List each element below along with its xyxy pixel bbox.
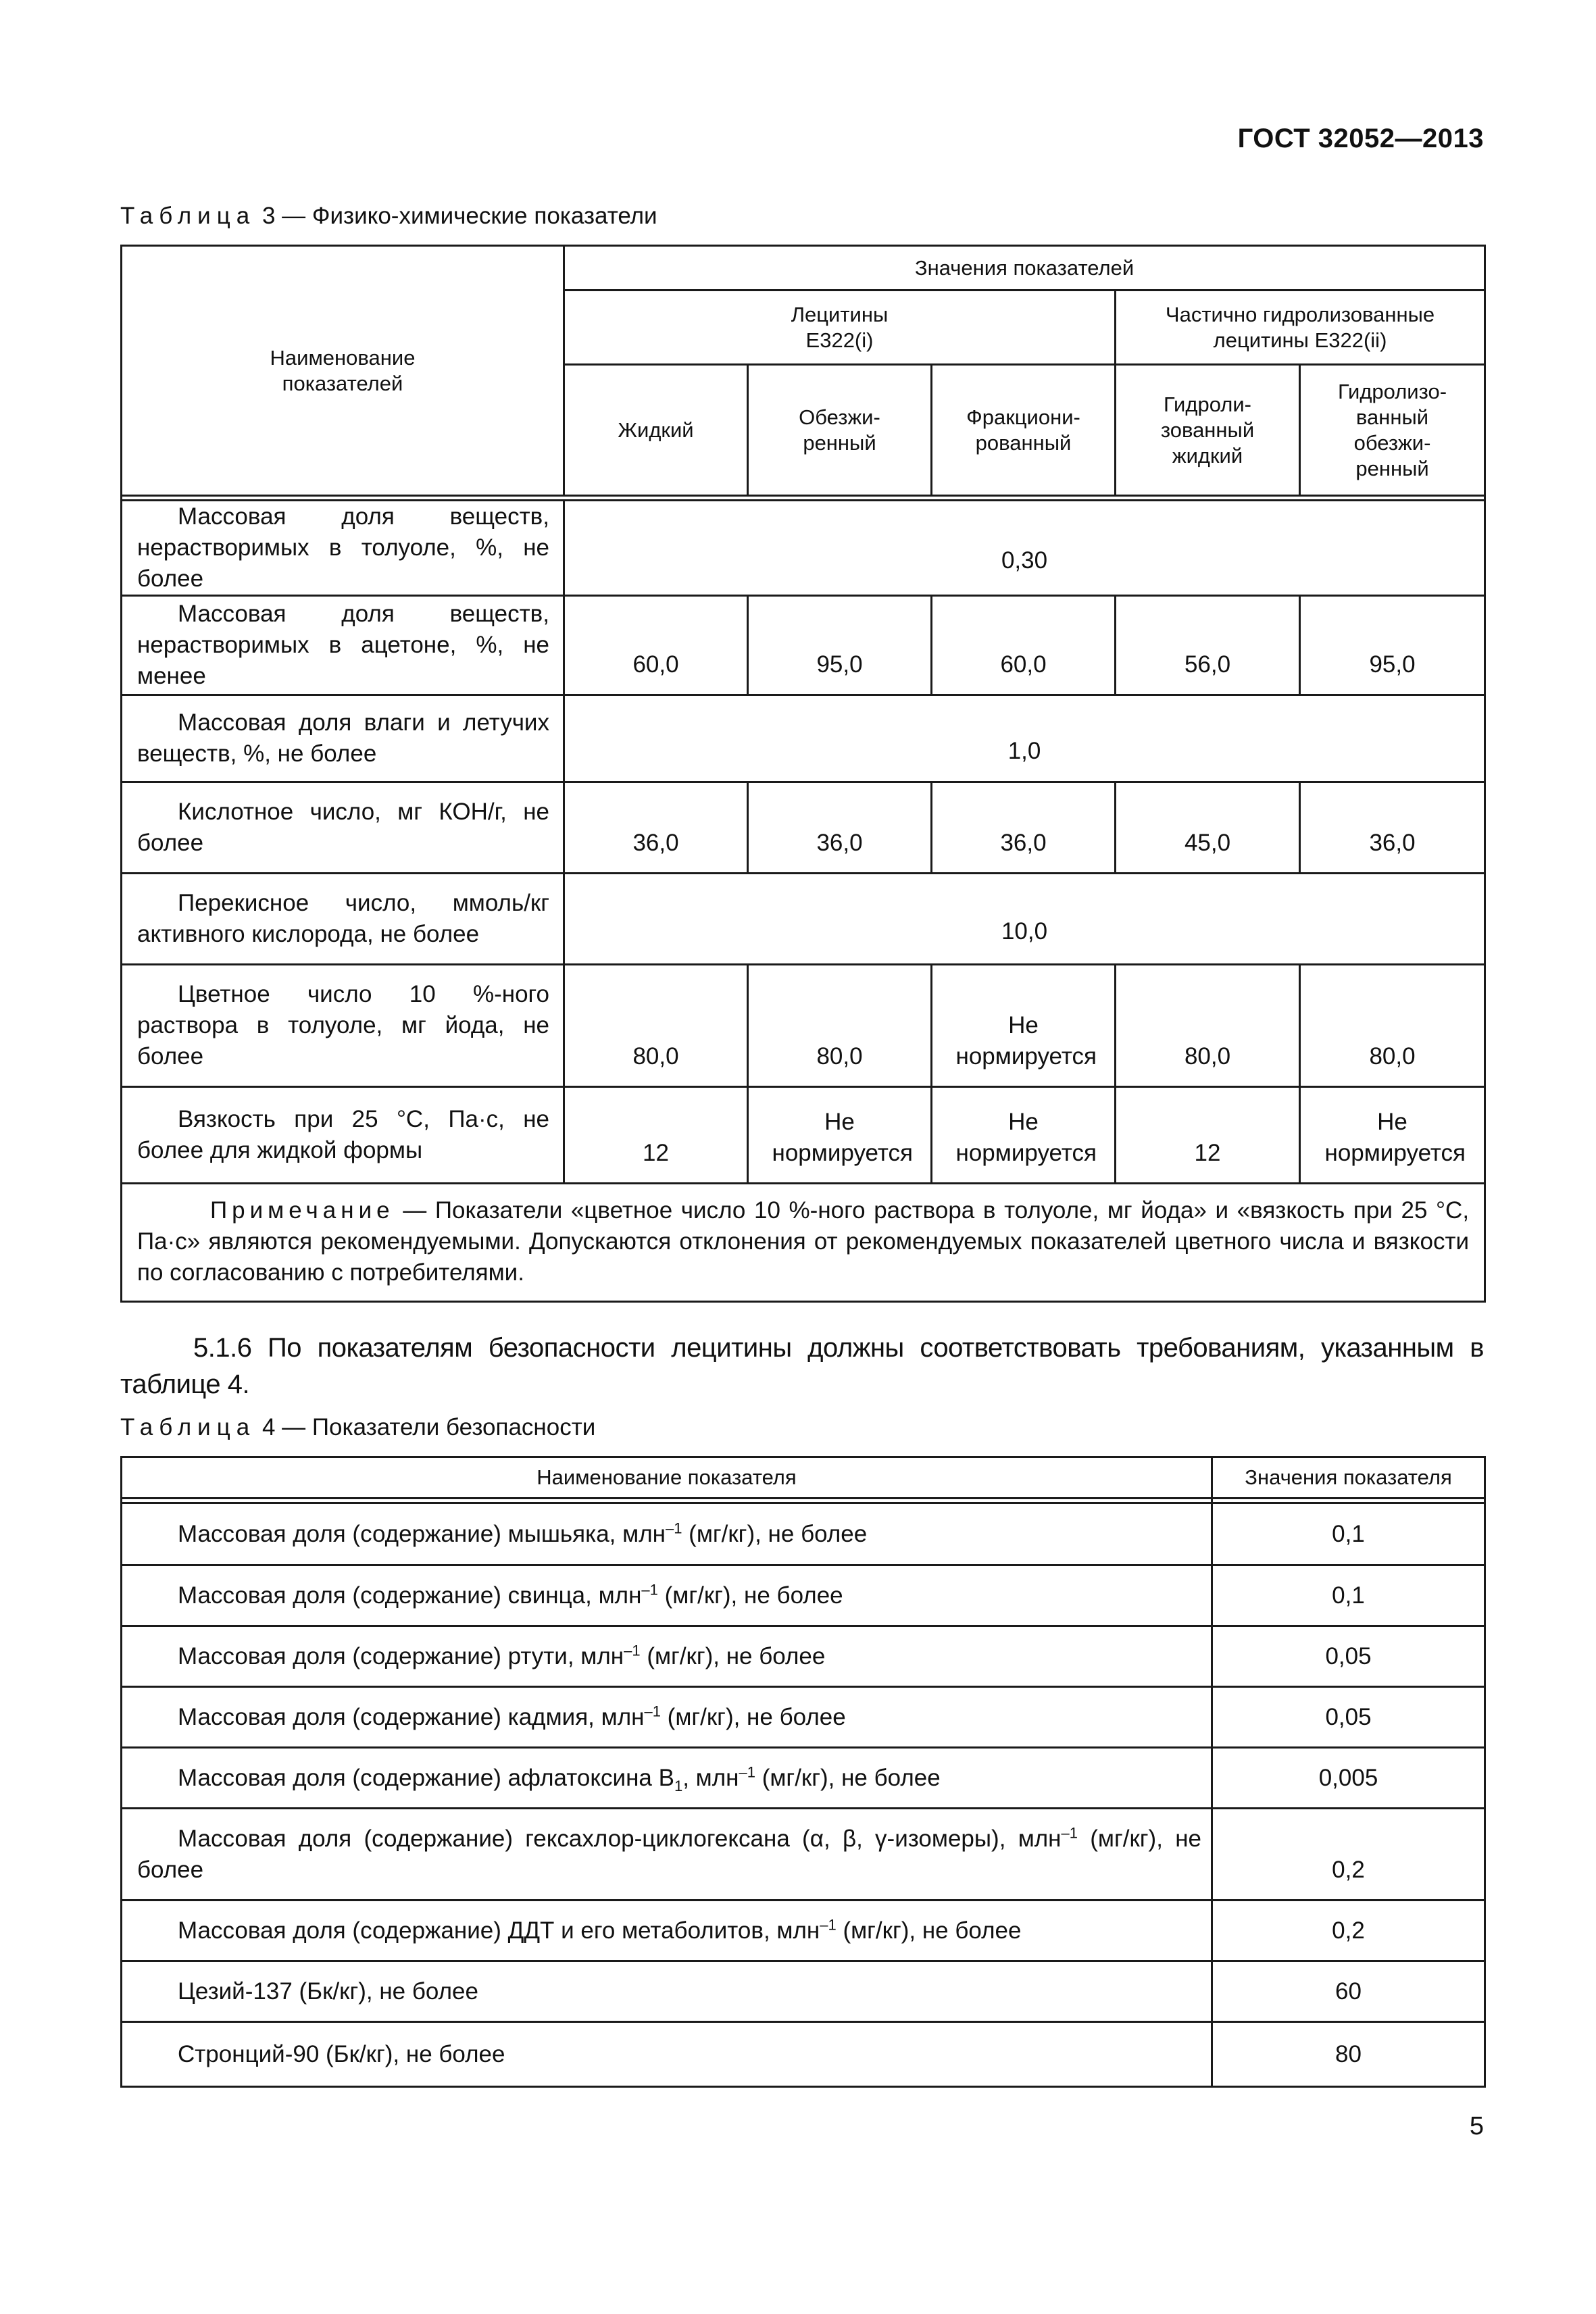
table3-row-value-merged: 0,30 <box>564 501 1485 596</box>
table4-header-separator <box>122 1499 1212 1503</box>
table3-col-hydrolyzed-liquid: Гидроли-зованный жидкий <box>1116 365 1300 496</box>
table3-row-name: Массовая доля веществ, нерастворимых в ацетоне, %, не менее <box>122 596 564 695</box>
table3-cell: 36,0 <box>748 782 932 874</box>
table3-cell: Не нормируется <box>1300 1087 1485 1184</box>
table3-row-name: Цветное число 10 %-ного раствора в толуоле, мг йода, не более <box>122 965 564 1087</box>
table3-cell: Не нормируется <box>932 965 1116 1087</box>
table-row <box>122 695 1485 782</box>
table4-cell: 0,05 <box>1212 1626 1485 1687</box>
table3-cell: 80,0 <box>1116 965 1300 1087</box>
table3-cell: 60,0 <box>564 596 748 695</box>
note-label: Примечание <box>210 1197 395 1224</box>
table3-row-name: Кислотное число, мг КОН/г, не более <box>122 782 564 874</box>
table4-row-name: Массовая доля (содержание) гексахлор-циклогексана (α, β, γ-изомеры), млн$^{-1}$ (мг/кг), не более <box>122 1809 1212 1901</box>
table4-cell: 0,2 <box>1212 1809 1485 1901</box>
table3-note-row <box>122 1184 1485 1302</box>
table3-row-name: Вязкость при 25 °С, Па·с, не более для жидкой формы <box>122 1087 564 1184</box>
table3-row-name: Перекисное число, ммоль/кг активного кислорода, не более <box>122 874 564 965</box>
table3-col-hydrolyzed-deoiled: Гидролизо-ванный обезжи-ренный <box>1300 365 1485 496</box>
table3-note <box>122 1184 1485 1302</box>
table-row <box>122 965 1485 1087</box>
table4-caption <box>120 1414 595 1441</box>
table4-cell: 0,005 <box>1212 1748 1485 1809</box>
table4-header-name: Наименование показателя <box>122 1457 1212 1499</box>
table-row <box>122 1809 1485 1901</box>
table4-row-name: Массовая доля (содержание) афлатоксина $В_1$, млн$^{-1}$ (мг/кг), не более <box>122 1748 1212 1809</box>
table3-cell: 95,0 <box>1300 596 1485 695</box>
table4-cell: 0,1 <box>1212 1503 1485 1565</box>
table-row <box>122 1687 1485 1748</box>
document-code: ГОСТ 32052—2013 <box>1237 124 1484 153</box>
table3-row-value-merged: 1,0 <box>564 695 1485 782</box>
table-row <box>122 1748 1485 1809</box>
table3-caption-word: Таблица <box>120 203 256 229</box>
table4-row-name: Массовая доля (содержание) ДДТ и его метаболитов, млн$^{-1}$ (мг/кг), не более <box>122 1901 1212 1961</box>
table3-cell: 80,0 <box>748 965 932 1087</box>
table4-cell: 80 <box>1212 2022 1485 2087</box>
table4-safety <box>120 1456 1486 2088</box>
table-row <box>122 501 1485 596</box>
table-row <box>122 1087 1485 1184</box>
table3-cell: 36,0 <box>564 782 748 874</box>
table4-cell: 0,1 <box>1212 1565 1485 1626</box>
table3-col-deoiled: Обезжи-ренный <box>748 365 932 496</box>
table3-cell: 12 <box>564 1087 748 1184</box>
table4-row-name: Стронций-90 (Бк/кг), не более <box>122 2022 1212 2087</box>
table3-row-name: Массовая доля влаги и летучих веществ, %, не более <box>122 695 564 782</box>
table4-cell: 60 <box>1212 1961 1485 2022</box>
table3-header-group-hydrolyzed: Частично гидролизованные лецитины Е322(ii) <box>1116 291 1485 365</box>
table4-caption-title: 4 — Показатели безопасности <box>255 1414 596 1440</box>
table3-col-liquid: Жидкий <box>564 365 748 496</box>
table3-row-name: Массовая доля веществ, нерастворимых в толуоле, %, не более <box>122 501 564 596</box>
table4-caption-word: Таблица <box>120 1414 256 1440</box>
paragraph-5-1-6: 5.1.6 По показателям безопасности лецитины должны соответствовать требованиям, указанным в таблице 4. <box>120 1333 1484 1399</box>
table-row <box>122 1565 1485 1626</box>
table-row <box>122 874 1485 965</box>
page-number: 5 <box>1469 2112 1484 2140</box>
table3-header-separator <box>122 496 1485 501</box>
table3-cell: 45,0 <box>1116 782 1300 874</box>
table-row <box>122 1961 1485 2022</box>
table-row <box>122 1503 1485 1565</box>
table-row <box>122 596 1485 695</box>
table3-cell: 36,0 <box>932 782 1116 874</box>
table4-row-name: Цезий-137 (Бк/кг), не более <box>122 1961 1212 2022</box>
note-text: — Показатели «цветное число 10 %-ного раствора в толуоле, мг йода» и «вязкость при 25 °С, Па·с» являются рекомендуемыми. Допускаются отклонения от рекомендуемых показателей цветного числа и вязкости по согласованию с потребителями. <box>137 1197 1470 1286</box>
table-row <box>122 782 1485 874</box>
table3-cell: 95,0 <box>748 596 932 695</box>
table3-caption-title: 3 — Физико-химические показатели <box>255 203 657 229</box>
table3-cell: 12 <box>1116 1087 1300 1184</box>
table3-cell: Не нормируется <box>748 1087 932 1184</box>
table4-header-separator <box>1212 1499 1485 1503</box>
table4-row-name: Массовая доля (содержание) свинца, млн$^{-1}$ (мг/кг), не более <box>122 1565 1212 1626</box>
table4-row-name: Массовая доля (содержание) кадмия, млн$^{-1}$ (мг/кг), не более <box>122 1687 1212 1748</box>
table3-col-fractionated: Фракциони-рованный <box>932 365 1116 496</box>
table4-cell: 0,05 <box>1212 1687 1485 1748</box>
table3-cell: Не нормируется <box>932 1087 1116 1184</box>
table3-physicochemical <box>120 245 1486 1303</box>
table3-cell: 60,0 <box>932 596 1116 695</box>
table3-cell: 80,0 <box>1300 965 1485 1087</box>
table3-header-values: Значения показателей <box>564 246 1485 291</box>
table3-cell: 80,0 <box>564 965 748 1087</box>
table4-cell: 0,2 <box>1212 1901 1485 1961</box>
table3-cell: 56,0 <box>1116 596 1300 695</box>
table4-header-value: Значения показателя <box>1212 1457 1485 1499</box>
table-row <box>122 1626 1485 1687</box>
table3-cell: 36,0 <box>1300 782 1485 874</box>
table3-header-name: Наименование показателей <box>122 246 564 496</box>
table3-caption <box>120 203 657 230</box>
table4-row-name: Массовая доля (содержание) мышьяка, млн$^{-1}$ (мг/кг), не более <box>122 1503 1212 1565</box>
table3-header-group-lecithins: Лецитины Е322(i) <box>564 291 1116 365</box>
table3-row-value-merged: 10,0 <box>564 874 1485 965</box>
table-row <box>122 2022 1485 2087</box>
table4-row-name: Массовая доля (содержание) ртути, млн$^{-1}$ (мг/кг), не более <box>122 1626 1212 1687</box>
table-row <box>122 1901 1485 1961</box>
